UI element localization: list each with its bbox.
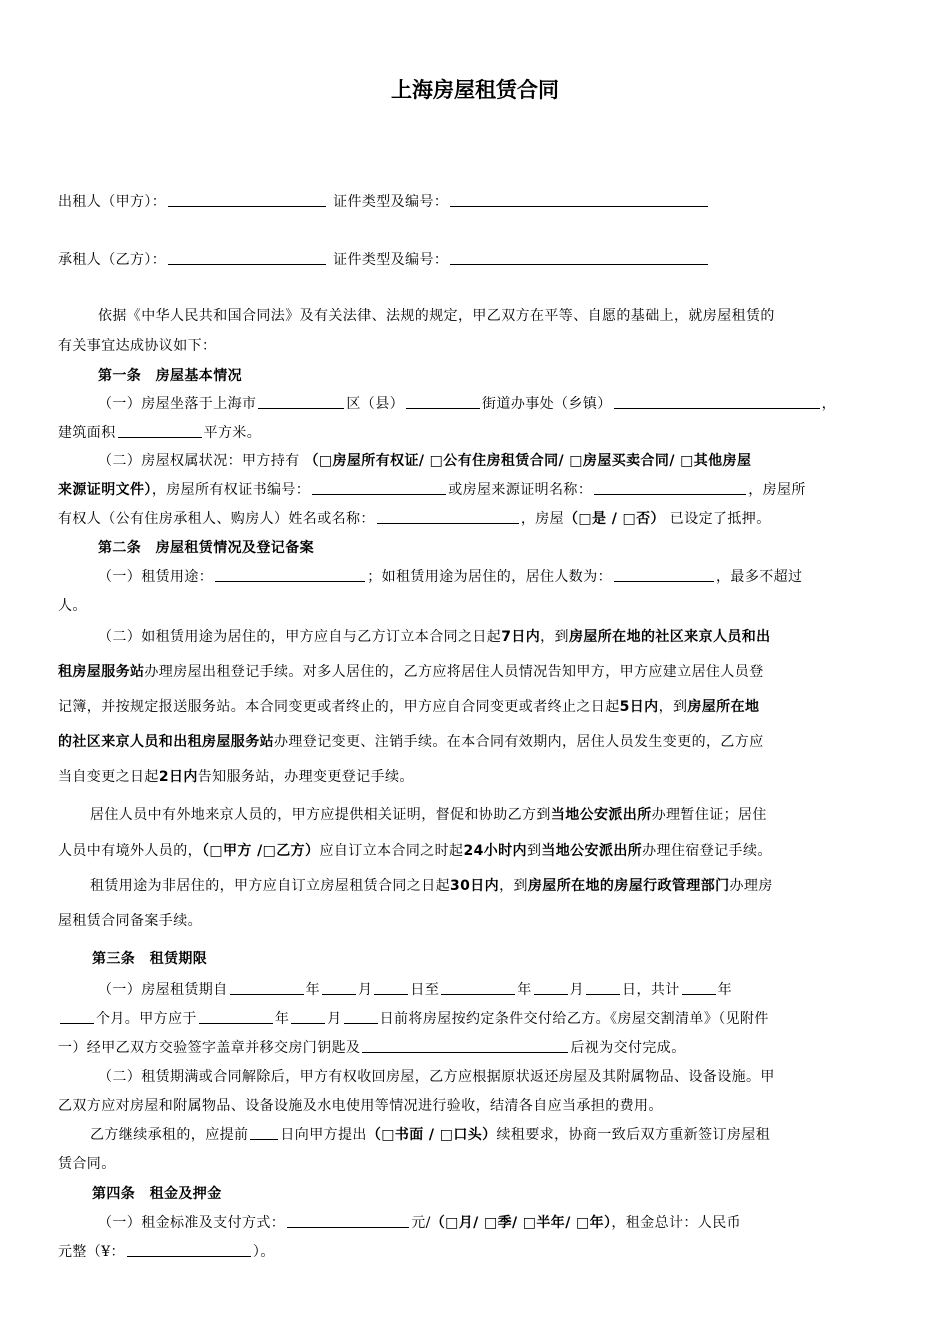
lessee-line [58,250,710,270]
a1-p1-text-c: 街道办事处（乡镇） [482,396,612,412]
street-blank[interactable] [406,394,480,409]
ownership-doc-options-end: 来源证明文件） [58,482,152,498]
total-years-blank[interactable] [682,980,716,995]
a1-p2-text-h: ，房屋 [520,511,565,527]
article-3-heading: 第三条 租赁期限 [92,951,208,967]
total-months-blank[interactable] [60,1009,94,1024]
renewal-label: 乙方继续承租的，应提前 [90,1127,249,1143]
area-label: 建筑面积 [58,425,116,441]
owner-name-label: 有权人（公有住房承租人、购房人）姓名或名称： [58,511,375,527]
district-blank[interactable] [258,394,344,409]
a2-p2-line-4 [58,732,764,752]
document-title: 上海房屋租赁合同 [391,78,559,102]
lessee-id-label: 证件类型及编号： [333,252,449,268]
a2-p3-text-j: 办理住宿登记手续。 [642,843,772,859]
preamble-line-2: 有关事宜达成协议如下： [58,338,217,354]
a3-p1-text-c: 日前将房屋按约定条件交付给乙方。《房屋交割清单》（见附件 [379,1011,769,1027]
a2-p3-police-1: 当地公安派出所 [550,807,652,823]
renewal-format-options[interactable]: （□书面 / □口头） [366,1127,497,1143]
a2-p3-text-a: 居住人员中有外地来京人员的，甲方应提供相关证明，督促和协助乙方到 [90,807,551,823]
owner-name-blank[interactable] [377,509,519,524]
a1-p2-line-2 [58,480,806,500]
end-year-unit: 年 [517,982,532,998]
start-month-unit: 月 [358,982,373,998]
town-blank[interactable] [614,394,820,409]
article-2-heading: 第二条 房屋租赁情况及登记备案 [98,540,314,556]
a2-p2-text-c: ，到 [540,629,569,645]
a2-p3-police-2: 当地公安派出所 [541,843,643,859]
a2-p4-line-2: 屋租赁合同备案手续。 [58,913,202,929]
start-month-blank[interactable] [322,980,356,995]
lease-from-label: （一）房屋租赁期自 [98,982,228,998]
a2-p2-text-o: 告知服务站，办理变更登记手续。 [197,769,414,785]
a2-p3-text-h: 到 [526,843,542,859]
a2-p2-station-3: 房屋所在地 [687,699,760,715]
end-day-blank[interactable] [586,980,620,995]
a1-p2-line-3 [58,509,771,529]
lease-total-label: 日，共计 [622,982,680,998]
a3-p3-line-1 [90,1125,770,1145]
a3-p3-line-2: 赁合同。 [58,1156,116,1172]
a2-p2-text-m: 当自变更之日起 [58,769,159,785]
a2-p2-days-5: 5日内 [619,699,659,715]
start-year-unit: 年 [305,982,321,998]
delivery-month-unit: 月 [327,1011,342,1027]
keys-blank[interactable] [362,1038,568,1053]
a2-p1-line-2: 人。 [58,598,87,614]
end-month-unit: 月 [569,982,585,998]
a2-p4-text-a: 租赁用途为非居住的，甲方应自订立房屋租赁合同之日起 [90,878,450,894]
end-year-blank[interactable] [441,980,515,995]
a3-p1-text-e: 后视为交付完成。 [570,1040,686,1056]
rent-period-options[interactable]: （□月/ □季/ □半年/ □年） [430,1215,612,1231]
article-4-heading: 第四条 租金及押金 [92,1186,222,1202]
a1-p1-text-a: （一）房屋坐落于上海市 [98,396,257,412]
a2-p3-text-d: 人员中有境外人员的， [58,843,202,859]
rent-total-yuan-label: 元整（¥： [58,1244,125,1260]
a2-p2-days-7: 7日内 [501,629,541,645]
a3-p1-line-3 [58,1038,686,1058]
a2-p2-text-f: 办理房屋出租登记手续。对多人居住的，乙方应将居住人员情况告知甲方，甲方应建立居住人员登 [144,664,764,680]
occupants-blank[interactable] [614,567,714,582]
cert-number-blank[interactable] [312,480,446,495]
occupants-label: ；如租赁用途为居住的，居住人数为： [367,569,613,585]
a2-p4-authority: 房屋所在地的房屋行政管理部门 [527,878,730,894]
lessee-name-blank[interactable] [168,250,326,265]
lessor-id-label: 证件类型及编号： [333,194,449,210]
a4-p1-line-2 [58,1242,275,1262]
a2-p2-line-2 [58,662,764,682]
article-1-heading: 第一条 房屋基本情况 [98,368,242,384]
mortgage-options[interactable]: （□是 / □否） [564,511,665,527]
a2-p3-text-c: 办理暂住证；居住 [651,807,767,823]
a2-p2-line-3 [58,697,759,717]
a1-p1-text-d: ， [821,396,837,412]
area-blank[interactable] [118,423,202,438]
delivery-label: 个月。甲方应于 [96,1011,197,1027]
a2-p3-text-f: 应自订立本合同之时起 [319,843,464,859]
a1-p2-text-a: （二）房屋权属状况：甲方持有 [98,453,300,469]
a1-p2-line-1 [98,451,751,471]
lessor-id-blank[interactable] [450,192,708,207]
a3-p3-text-b: 日向甲方提出 [280,1127,367,1143]
source-doc-label: 或房屋来源证明名称： [448,482,593,498]
a2-p2-line-5 [58,767,414,787]
a2-p2-line-1 [98,627,771,647]
a3-p1-text-d: 一）经甲乙双方交验签字盖章并移交房门钥匙及 [58,1040,361,1056]
start-day-blank[interactable] [374,980,408,995]
rent-total-blank[interactable] [127,1242,251,1257]
lease-to-label: 日至 [410,982,440,998]
a1-p1-line-1 [98,394,836,414]
lessor-label: 出租人（甲方）： [58,194,167,210]
rent-label: （一）租金标准及支付方式： [98,1215,286,1231]
a2-p3-line-2 [58,841,772,861]
rent-total-close: ）。 [252,1244,275,1260]
rent-amount-blank[interactable] [287,1213,409,1228]
a4-p1-line-1 [98,1213,741,1233]
lessee-id-blank[interactable] [450,250,708,265]
a3-p2-line-2: 乙双方应对房屋和附属物品、设备设施及水电使用等情况进行验收，结清各自应当承担的费用。 [58,1098,663,1114]
lessor-line [58,192,710,212]
mortgage-text: 已设定了抵押。 [669,511,771,527]
registrant-options[interactable]: （□甲方 /□乙方） [202,843,320,859]
usage-label: （一）租赁用途： [98,569,214,585]
a1-p1-text-b: 区（县） [346,396,405,412]
preamble-line-1: 依据《中华人民共和国合同法》及有关法律、法规的规定，甲乙双方在平等、自愿的基础上，就房屋租赁的 [98,308,775,324]
delivery-year-blank[interactable] [199,1009,273,1024]
renewal-days-blank[interactable] [250,1125,278,1140]
a3-p1-line-2 [58,1009,769,1029]
a2-p2-days-2: 2日内 [158,769,198,785]
a2-p2-station-2: 租房屋服务站 [58,664,145,680]
cert-number-label: ，房屋所有权证书编号： [151,482,311,498]
a2-p2-station-4: 的社区来京人员和出租房屋服务站 [58,734,274,750]
a3-p2-line-1: （二）租赁期满或合同解除后，甲方有权收回房屋，乙方应根据原状返还房屋及其附属物品、设备设施。甲 [98,1069,775,1085]
usage-blank[interactable] [215,567,365,582]
a1-p1-line-2 [58,423,261,443]
lessee-label: 承租人（乙方）： [58,252,167,268]
ownership-doc-options[interactable]: （□房屋所有权证/ □公有住房租赁合同/ □房屋买卖合同/ □其他房屋 [304,453,752,469]
delivery-day-blank[interactable] [344,1009,378,1024]
a2-p2-text-a: （二）如租赁用途为居住的，甲方应自与乙方订立本合同之日起 [98,629,502,645]
a2-p2-text-l: 办理登记变更、注销手续。在本合同有效期内，居住人员发生变更的，乙方应 [274,734,764,750]
delivery-year-unit: 年 [274,1011,290,1027]
a3-p1-line-1 [98,980,732,1000]
lessor-name-blank[interactable] [168,192,326,207]
a2-p3-line-1 [90,805,767,825]
delivery-month-blank[interactable] [291,1009,325,1024]
a2-p3-hours-24: 24小时内 [463,843,527,859]
a2-p1-text-c: ，最多不超过 [716,569,803,585]
a2-p2-station-1: 房屋所在地的社区来京人员和出 [568,629,771,645]
rent-total-label: ，租金总计：人民币 [611,1215,742,1231]
a2-p4-days-30: 30日内 [450,878,500,894]
a2-p2-text-i: ，到 [658,699,688,715]
area-unit: 平方米。 [203,425,262,441]
a2-p2-text-g: 记簿，并按规定报送服务站。本合同变更或者终止的，甲方应自合同变更或者终止之日起 [58,699,620,715]
a2-p4-text-c: ，到 [499,878,528,894]
a2-p4-text-e: 办理房 [729,878,773,894]
rent-unit: 元/ [411,1215,431,1231]
a1-p2-text-f: ，房屋所 [748,482,806,498]
a2-p4-line-1 [90,876,773,896]
end-month-blank[interactable] [534,980,568,995]
source-doc-blank[interactable] [594,480,746,495]
a2-p1-line-1 [98,567,802,587]
start-year-blank[interactable] [230,980,304,995]
total-years-unit: 年 [717,982,733,998]
a3-p3-text-d: 续租要求，协商一致后双方重新签订房屋租 [496,1127,771,1143]
